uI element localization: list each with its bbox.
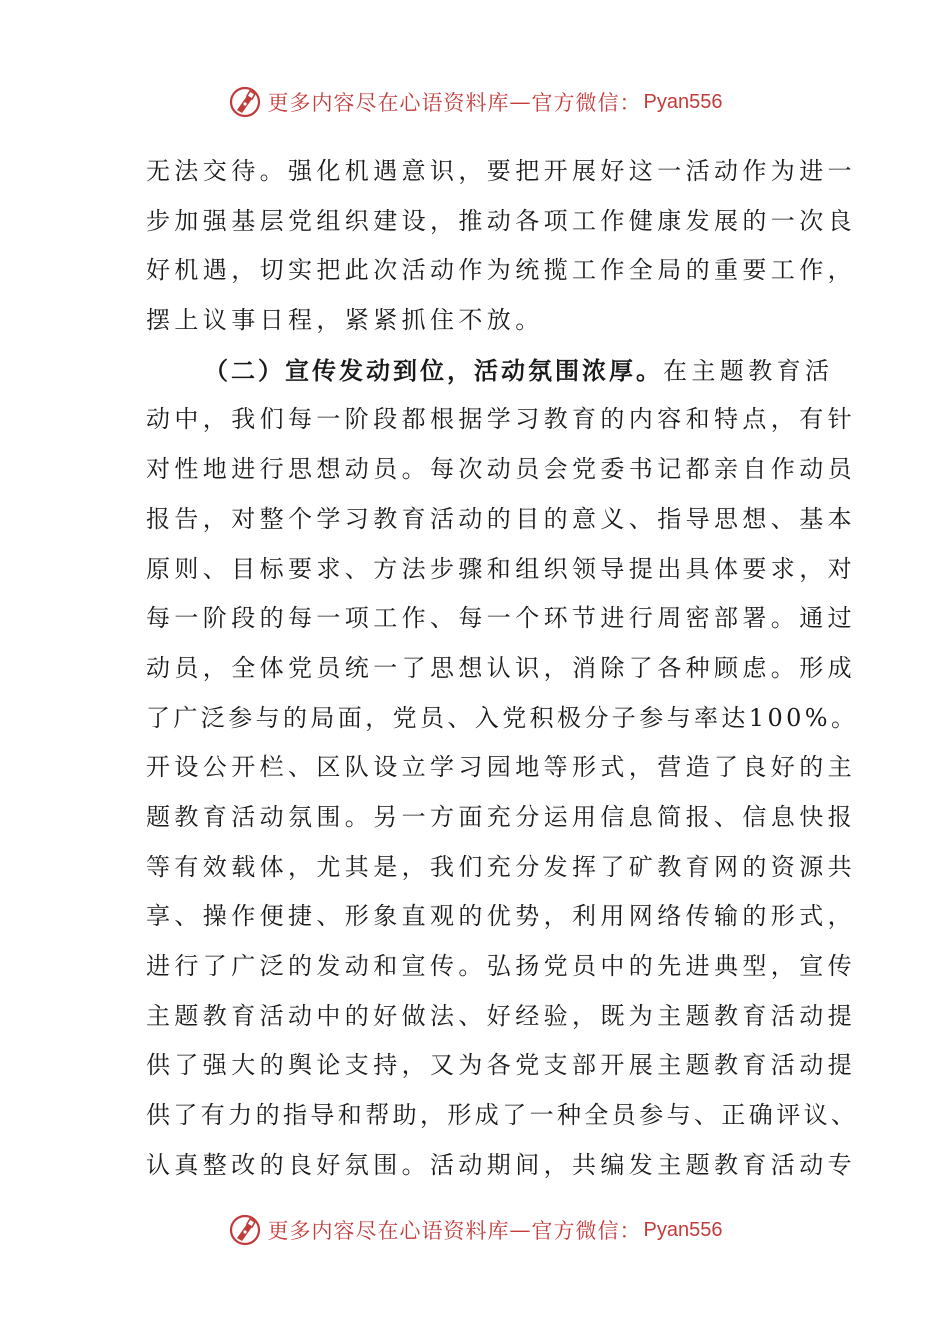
section-lead-text: 在主题教育活 [663, 356, 834, 385]
footer-separator: — [509, 1218, 532, 1242]
header-separator: — [509, 90, 532, 114]
header-contact-id: Pyan556 [643, 90, 723, 113]
body-line: 主题教育活动中的好做法、好经验，既为主题教育活动提 [146, 1001, 856, 1030]
body-line: 步加强基层党组织建设，推动各项工作健康发展的一次良 [146, 206, 856, 235]
pen-nib-logo-icon [228, 85, 262, 119]
body-line: 题教育活动氛围。另一方面充分运用信息简报、信息快报 [146, 802, 856, 831]
body-line: 每一阶段的每一项工作、每一个环节进行周密部署。通过 [146, 604, 856, 633]
body-line: 摆上议事日程，紧紧抓住不放。 [146, 306, 544, 335]
footer-watermark [0, 1208, 950, 1252]
body-line: 动员，全体党员统一了思想认识，消除了各种顾虑。形成 [146, 653, 856, 682]
footer-brand-text: 更多内容尽在心语资料库 [267, 1219, 510, 1243]
body-line: 进行了广泛的发动和宣传。弘扬党员中的先进典型，宣传 [146, 952, 856, 980]
header-watermark [0, 80, 950, 124]
section-heading-line [146, 346, 834, 396]
body-line: 开设公开栏、区队设立学习园地等形式，营造了良好的主 [146, 753, 856, 782]
body-line: 原则、目标要求、方法步骤和组织领导提出具体要求，对 [146, 554, 856, 583]
footer-contact-id: Pyan556 [643, 1218, 723, 1241]
body-line: 了广泛参与的局面，党员、入党积极分子参与率达100%。 [146, 703, 859, 732]
body-line: 对性地进行思想动员。每次动员会党委书记都亲自作动员 [146, 455, 856, 484]
body-line: 供了强大的舆论支持，又为各党支部开展主题教育活动提 [146, 1051, 856, 1080]
section-heading: （二）宣传发动到位，活动氛围浓厚。 [204, 355, 663, 385]
body-line: 认真整改的良好氛围。活动期间，共编发主题教育活动专 [146, 1150, 856, 1179]
pen-nib-logo-icon [228, 1213, 262, 1247]
document-body [146, 147, 859, 1190]
footer-contact-label: 官方微信： [531, 1219, 642, 1243]
header-brand-text: 更多内容尽在心语资料库 [267, 91, 510, 115]
body-line: 无法交待。强化机遇意识，要把开展好这一活动作为进一 [146, 157, 856, 185]
body-line: 报告，对整个学习教育活动的目的意义、指导思想、基本 [146, 504, 856, 533]
body-line: 等有效载体，尤其是，我们充分发挥了矿教育网的资源共 [146, 852, 856, 881]
header-contact-label: 官方微信： [531, 91, 642, 115]
body-line: 享、操作便捷、形象直观的优势，利用网络传输的形式， [146, 902, 856, 931]
body-line: 动中，我们每一阶段都根据学习教育的内容和特点，有针 [146, 405, 856, 434]
body-line: 好机遇，切实把此次活动作为统揽工作全局的重要工作， [146, 256, 856, 285]
body-line: 供了有力的指导和帮助，形成了一种全员参与、正确评议、 [146, 1101, 859, 1130]
